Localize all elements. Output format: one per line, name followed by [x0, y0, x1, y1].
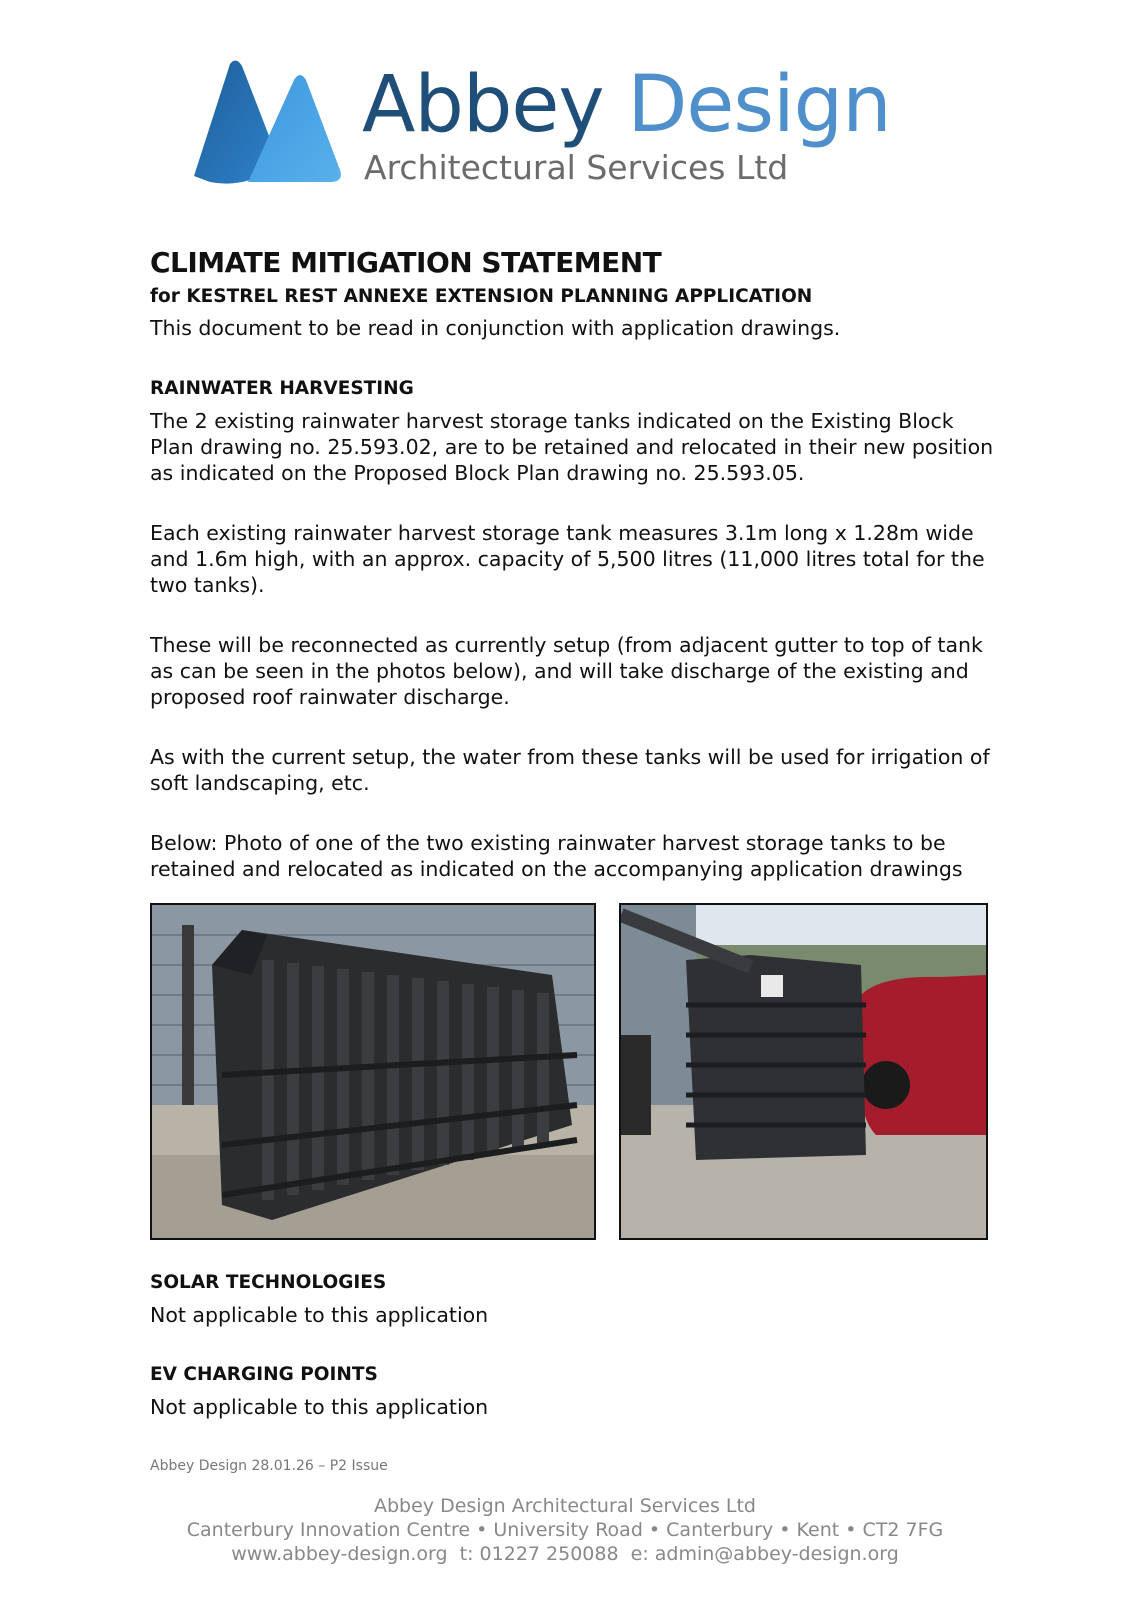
- logo-word-abbey: Abbey: [362, 60, 604, 150]
- rainwater-para-2: Each existing rainwater harvest storage tank measures 3.1m long x 1.28m wide and 1.6m high, with an approx. capacity of 5,500 litres (11,000 litres total for the two tanks).: [150, 521, 985, 597]
- tank-photo-side-view: [150, 903, 596, 1240]
- page-footer: [0, 1494, 1130, 1566]
- tank-photos: [150, 903, 990, 1238]
- photo-caption: Below: Photo of one of the two existing rainwater harvest storage tanks to be retained and relocated as indicated on the accompanying application drawings: [150, 831, 963, 881]
- ev-text: Not applicable to this application: [150, 1395, 489, 1419]
- solar-text: Not applicable to this application: [150, 1303, 489, 1327]
- company-logo: [190, 58, 950, 198]
- intro-text: This document to be read in conjunction with application drawings.: [150, 316, 841, 340]
- ev-heading: EV CHARGING POINTS: [150, 1364, 378, 1385]
- rainwater-para-4: As with the current setup, the water from these tanks will be used for irrigation of soft landscaping, etc.: [150, 745, 990, 795]
- footer-contact: www.abbey-design.org t: 01227 250088 e: admin@abbey-design.org: [231, 1543, 899, 1565]
- rainwater-heading: RAINWATER HARVESTING: [150, 378, 414, 399]
- logo-tagline: Architectural Services Ltd: [364, 148, 789, 187]
- other-technologies: [150, 1270, 1000, 1420]
- rainwater-para-3: These will be reconnected as currently setup (from adjacent gutter to top of tank as can be seen in the photos below), and will take discharge of the existing and proposed roof rainwater discharge.: [150, 633, 983, 709]
- solar-heading: SOLAR TECHNOLOGIES: [150, 1272, 387, 1293]
- issue-note: Abbey Design 28.01.26 – P2 Issue: [150, 1458, 388, 1474]
- logo-word-design: Design: [627, 60, 891, 150]
- mountain-logo-icon: [190, 58, 350, 188]
- document-subtitle: for KESTREL REST ANNEXE EXTENSION PLANNING APPLICATION: [150, 286, 813, 307]
- document-body: [150, 246, 1000, 882]
- footer-company: Abbey Design Architectural Services Ltd: [374, 1495, 756, 1517]
- footer-address: Canterbury Innovation Centre • University Road • Canterbury • Kent • CT2 7FG: [186, 1519, 944, 1541]
- logo-wordmark: [362, 60, 891, 150]
- rainwater-para-1: The 2 existing rainwater harvest storage tanks indicated on the Existing Block Plan drawing no. 25.593.02, are to be retained and relocated in their new position as indicated on the Proposed Block Plan drawing no. 25.593.05.: [150, 409, 994, 485]
- tank-photo-end-view: [619, 903, 988, 1240]
- document-title: CLIMATE MITIGATION STATEMENT: [150, 246, 662, 279]
